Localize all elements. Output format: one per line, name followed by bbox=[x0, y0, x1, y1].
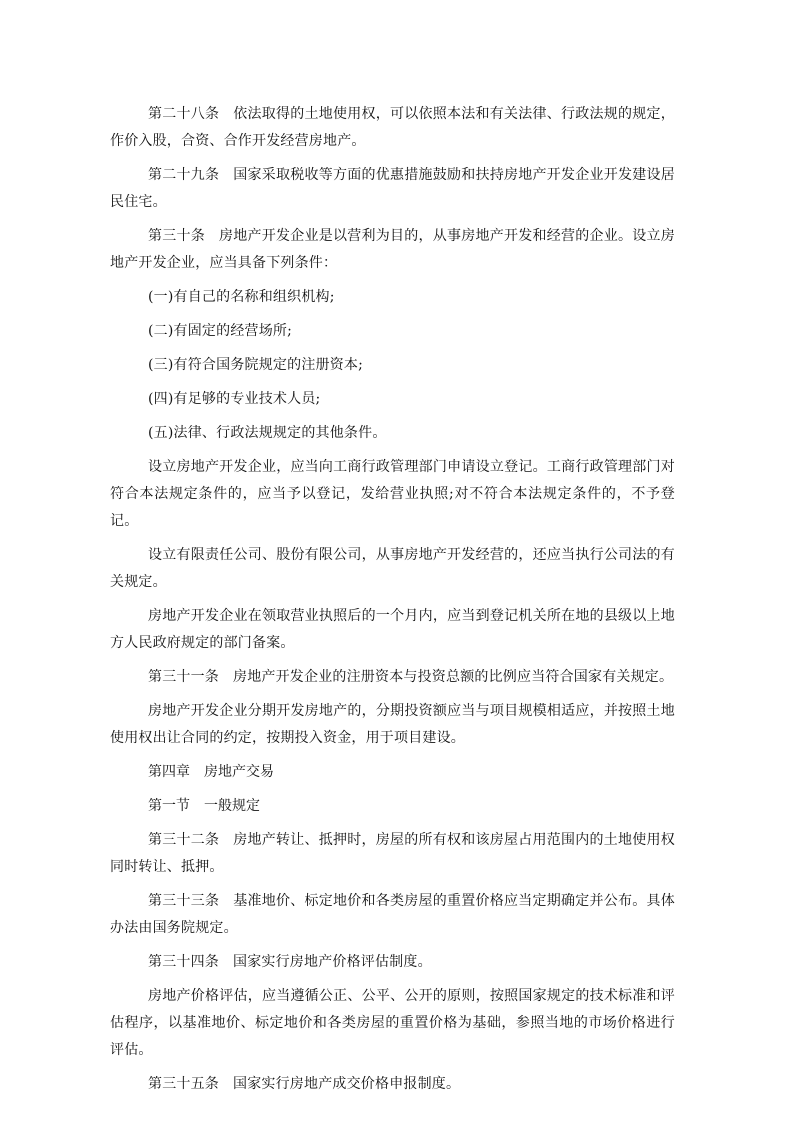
chapter-heading bbox=[110, 759, 675, 786]
condition-item: (五)法律、行政法规规定的其他条件。 bbox=[148, 425, 387, 441]
condition-item: (四)有足够的专业技术人员; bbox=[148, 391, 321, 407]
chapter-number: 第四章 bbox=[148, 764, 190, 780]
paragraph: 设立房地产开发企业，应当向工商行政管理部门申请设立登记。工商行政管理部门对符合本法规定条件的，应当予以登记，发给营业执照;对不符合本法规定条件的，不予登记。 bbox=[110, 459, 675, 529]
article-text: 房地产转让、抵押时，房屋的所有权和该房屋占用范围内的土地使用权同时转让、抵押。 bbox=[110, 832, 676, 875]
article-31 bbox=[110, 664, 675, 691]
condition-item: (三)有符合国务院规定的注册资本; bbox=[148, 357, 364, 373]
article-text: 国家实行房地产成交价格申报制度。 bbox=[233, 1076, 461, 1092]
article-text: 依法取得的土地使用权，可以依照本法和有关法律、行政法规的规定，作价入股，合资、合作开发经营房地产。 bbox=[110, 106, 676, 149]
section-title: 一般规定 bbox=[204, 798, 260, 814]
article-text: 房地产开发企业的注册资本与投资总额的比例应当符合国家有关规定。 bbox=[233, 669, 674, 685]
section-number: 第一节 bbox=[148, 798, 190, 814]
article-30 bbox=[110, 223, 675, 277]
article-32 bbox=[110, 827, 675, 881]
article-number: 第二十九条 bbox=[148, 167, 220, 183]
article-number: 第三十条 bbox=[148, 228, 206, 244]
chapter-title: 房地产交易 bbox=[204, 764, 274, 780]
article-number: 第三十三条 bbox=[148, 893, 220, 909]
article-34 bbox=[110, 949, 675, 976]
article-33 bbox=[110, 888, 675, 942]
article-text: 基准地价、标定地价和各类房屋的重置价格应当定期确定并公布。具体办法由国务院规定。 bbox=[110, 893, 676, 936]
article-28 bbox=[110, 101, 675, 155]
article-number: 第二十八条 bbox=[148, 106, 220, 122]
article-number: 第三十四条 bbox=[148, 954, 219, 970]
article-text: 国家实行房地产价格评估制度。 bbox=[233, 954, 432, 970]
article-text: 国家采取税收等方面的优惠措施鼓励和扶持房地产开发企业开发建设居民住宅。 bbox=[110, 167, 676, 210]
article-29 bbox=[110, 162, 675, 216]
paragraph: 设立有限责任公司、股份有限公司，从事房地产开发经营的，还应当执行公司法的有关规定。 bbox=[110, 547, 675, 590]
document-body bbox=[110, 101, 675, 1105]
article-text: 房地产开发企业是以营利为目的，从事房地产开发和经营的企业。设立房地产开发企业，应当具备下列条件： bbox=[110, 228, 675, 271]
paragraph: 房地产开发企业分期开发房地产的，分期投资额应当与项目规模相适应，并按照土地使用权出让合同的约定，按期投入资金，用于项目建设。 bbox=[110, 703, 675, 746]
article-number: 第三十五条 bbox=[148, 1076, 219, 1092]
paragraph: 房地产开发企业在领取营业执照后的一个月内，应当到登记机关所在地的县级以上地方人民政府规定的部门备案。 bbox=[110, 608, 675, 651]
condition-item: (一)有自己的名称和组织机构; bbox=[148, 289, 335, 305]
article-number: 第三十一条 bbox=[148, 669, 219, 685]
paragraph: 房地产价格评估，应当遵循公正、公平、公开的原则，按照国家规定的技术标准和评估程序，以基准地价、标定地价和各类房屋的重置价格为基础，参照当地的市场价格进行评估。 bbox=[110, 988, 675, 1058]
section-heading bbox=[110, 793, 675, 820]
article-number: 第三十二条 bbox=[148, 832, 220, 848]
article-35 bbox=[110, 1071, 675, 1098]
condition-item: (二)有固定的经营场所; bbox=[148, 323, 293, 339]
